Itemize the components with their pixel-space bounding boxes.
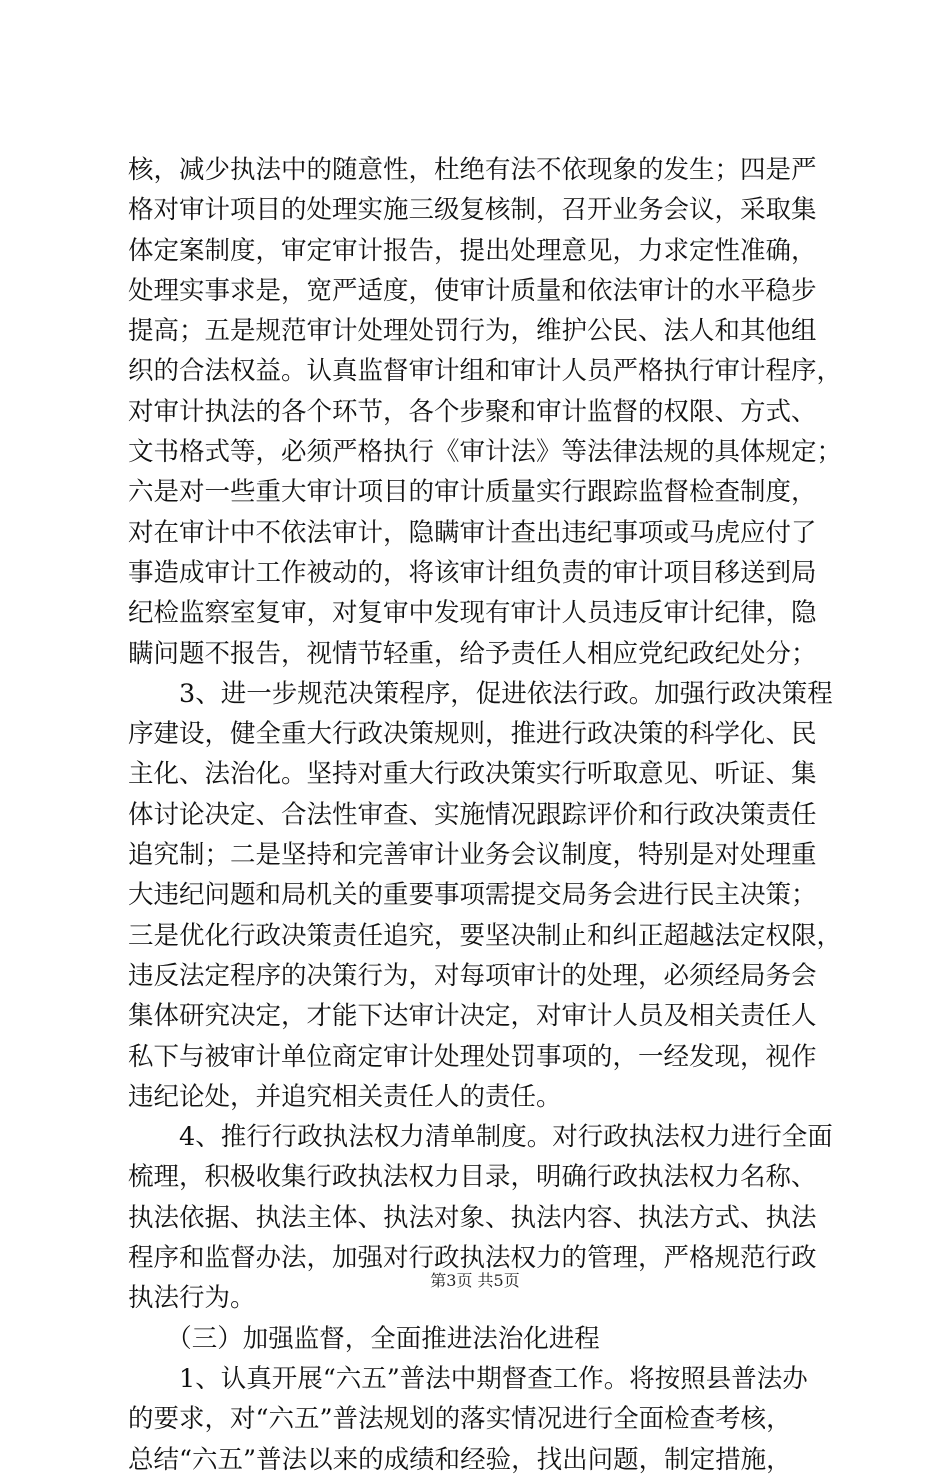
text-line: 大违纪问题和局机关的重要事项需提交局务会进行民主决策； <box>128 880 817 911</box>
text-line: 瞒问题不报告，视情节轻重，给予责任人相应党纪政纪处分； <box>128 638 817 669</box>
text-line: 处理实事求是，宽严适度，使审计质量和依法审计的水平稳步 <box>128 275 817 306</box>
text-line: 私下与被审计单位商定审计处理处罚事项的，一经发现，视作 <box>128 1041 817 1072</box>
text-line: 违反法定程序的决策行为，对每项审计的处理，必须经局务会 <box>128 960 817 991</box>
text-line: 序建设，健全重大行政决策规则，推进行政决策的科学化、民 <box>128 719 817 750</box>
text-line: 体讨论决定、合法性审查、实施情况跟踪评价和行政决策责任 <box>128 799 817 830</box>
text-line: 集体研究决定，才能下达审计决定，对审计人员及相关责任人 <box>128 1001 817 1032</box>
text-line: 主化、法治化。坚持对重大行政决策实行听取意见、听证、集 <box>128 759 817 790</box>
text-line: 总结“六五”普法以来的成绩和经验，找出问题，制定措施， <box>128 1444 792 1475</box>
text-line: 织的合法权益。认真监督审计组和审计人员严格执行审计程序， <box>128 356 843 387</box>
text-line: 对在审计中不依法审计，隐瞒审计查出违纪事项或马虎应付了 <box>128 517 817 548</box>
text-line: 程序和监督办法，加强对行政执法权力的管理，严格规范行政 <box>128 1243 817 1274</box>
text-line: 的要求，对“六五”普法规划的落实情况进行全面检查考核， <box>128 1404 792 1435</box>
text-line: 对审计执法的各个环节，各个步聚和审计监督的权限、方式、 <box>128 396 817 427</box>
text-line: 三是优化行政决策责任追究，要坚决制止和纠正超越法定权限， <box>128 920 843 951</box>
text-line: 追究制；二是坚持和完善审计业务会议制度，特别是对处理重 <box>128 840 817 871</box>
text-line: 提高；五是规范审计处理处罚行为，维护公民、法人和其他组 <box>128 316 817 347</box>
text-line: 事造成审计工作被动的，将该审计组负责的审计项目移送到局 <box>128 557 817 588</box>
text-line: 梳理，积极收集行政执法权力目录，明确行政执法权力名称、 <box>128 1162 817 1193</box>
text-line: 4、推行行政执法权力清单制度。对行政执法权力进行全面 <box>128 1122 833 1153</box>
text-line: 六是对一些重大审计项目的审计质量实行跟踪监督检查制度， <box>128 477 817 508</box>
text-line: 纪检监察室复审，对复审中发现有审计人员违反审计纪律，隐 <box>128 598 817 629</box>
page-number-footer: 第3页 共5页 <box>430 1271 520 1290</box>
text-line: 3、进一步规范决策程序，促进依法行政。加强行政决策程 <box>128 678 833 709</box>
text-line: 文书格式等，必须严格执行《审计法》等法律法规的具体规定； <box>128 437 843 468</box>
text-line: 执法行为。 <box>128 1283 256 1314</box>
section-heading: （三）加强监督，全面推进法治化进程 <box>128 1323 600 1354</box>
text-line: 1、认真开展“六五”普法中期督查工作。将按照县普法办 <box>128 1363 808 1394</box>
text-line: 体定案制度，审定审计报告，提出处理意见，力求定性准确， <box>128 235 817 266</box>
text-line: 违纪论处，并追究相关责任人的责任。 <box>128 1081 562 1112</box>
text-line: 格对审计项目的处理实施三级复核制，召开业务会议，采取集 <box>128 195 817 226</box>
text-line: 执法依据、执法主体、执法对象、执法内容、执法方式、执法 <box>128 1202 817 1233</box>
text-line: 核，减少执法中的随意性，杜绝有法不依现象的发生；四是严 <box>128 155 817 185</box>
